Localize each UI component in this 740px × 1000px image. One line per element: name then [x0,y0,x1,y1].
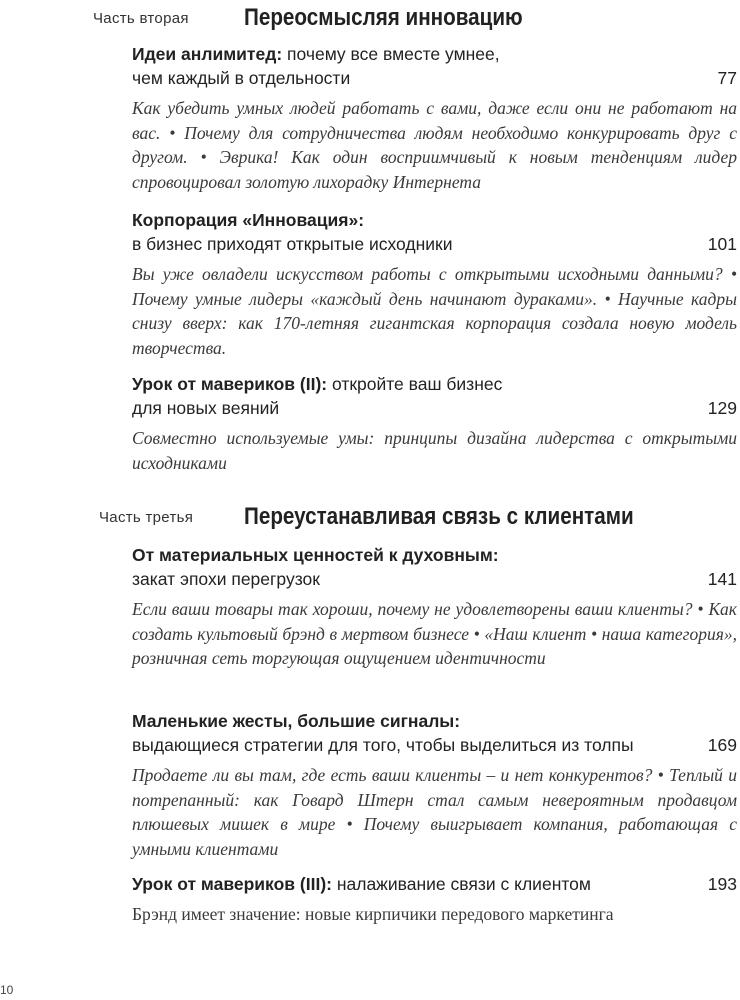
page-number: 169 [707,735,737,755]
entry-title-rest: почему все вместе умнее, [282,44,500,64]
page-number: 77 [717,68,737,88]
toc-entry[interactable] [132,372,737,475]
entry-title-bold: Урок от мавериков (III): [132,874,332,894]
entry-title [132,42,737,90]
entry-title-line2: в бизнес приходят открытые исходники [132,234,453,254]
entry-title [132,709,737,757]
entry-title-bold: Корпорация «Инновация»: [132,210,365,230]
part-label: Часть третья [99,509,194,526]
toc-entry[interactable] [132,543,737,671]
toc-entry[interactable] [132,872,737,927]
entry-title-bold: От материальных ценностей к духовным: [132,545,499,565]
entry-title [132,372,737,420]
entry-title-bold: Урок от мавериков (II): [132,374,328,394]
entry-title-rest: налаживание связи с клиентом [331,874,591,894]
toc-entry[interactable] [132,208,737,360]
entry-description: Как убедить умных людей работать с вами, даже если они не работают на вас. • Почему для сотрудничества людям необходимо конкурировать друг с другом. • Эврика! Как один восприимчивый к новым тенденциям лидер спровоцировал золотую лихорадку Интернета [132,98,737,192]
entry-description: Брэнд имеет значение: новые кирпичики передового маркетинга [132,904,614,924]
entry-title-line2: для новых веяний [132,398,280,418]
page-number: 141 [707,569,737,589]
entry-title [132,872,737,896]
page-number: 193 [707,874,737,894]
entry-title-rest: откройте ваш бизнес [327,374,503,394]
toc-entry[interactable] [132,709,737,861]
entry-title-line2: чем каждый в отдельности [132,68,351,88]
part-title: Переустанавливая связь с клиентами [244,503,634,530]
part-three-header [0,503,740,543]
entry-description: Совместно используемые умы: принципы дизайна лидерства с открытыми исходниками [132,428,737,473]
entry-description: Вы уже овладели искусством работы с открытыми исходными данными? • Почему умные лидеры «каждый день начинают дураками». • Научные кадры снизу вверх: как 170-летняя гигантская корпорация создала новую модель творчества. [132,264,737,358]
entry-title-line2: закат эпохи перегрузок [132,569,320,589]
part-label: Часть вторая [93,10,189,27]
entry-title-bold: Маленькие жесты, большие сигналы: [132,711,461,731]
page-number: 129 [707,398,737,418]
entry-title [132,208,737,256]
entry-title [132,543,737,591]
toc-entry[interactable] [132,42,737,194]
entry-description: Если ваши товары так хороши, почему не удовлетворены ваши клиенты? • Как создать культовый брэнд в мертвом бизнесе • «Наш клиент • наша категория», розничная сеть торгующая ощущением идентичности [132,599,737,668]
page-number: 101 [707,234,737,254]
page-folio: 10 [0,983,14,997]
part-two-header [0,4,740,44]
part-title: Переосмысляя инновацию [244,4,523,31]
entry-title-bold: Идеи анлимитед: [132,44,283,64]
entry-description: Продаете ли вы там, где есть ваши клиенты – и нет конкурентов? • Теплый и потрепанный: как Говард Штерн стал самым невероятным продавцом плюшевых мишек в мире • Почему выигрывает компания, работающая с умными клиентами [132,765,737,859]
entry-title-line2: выдающиеся стратегии для того, чтобы выделиться из толпы [132,735,634,755]
